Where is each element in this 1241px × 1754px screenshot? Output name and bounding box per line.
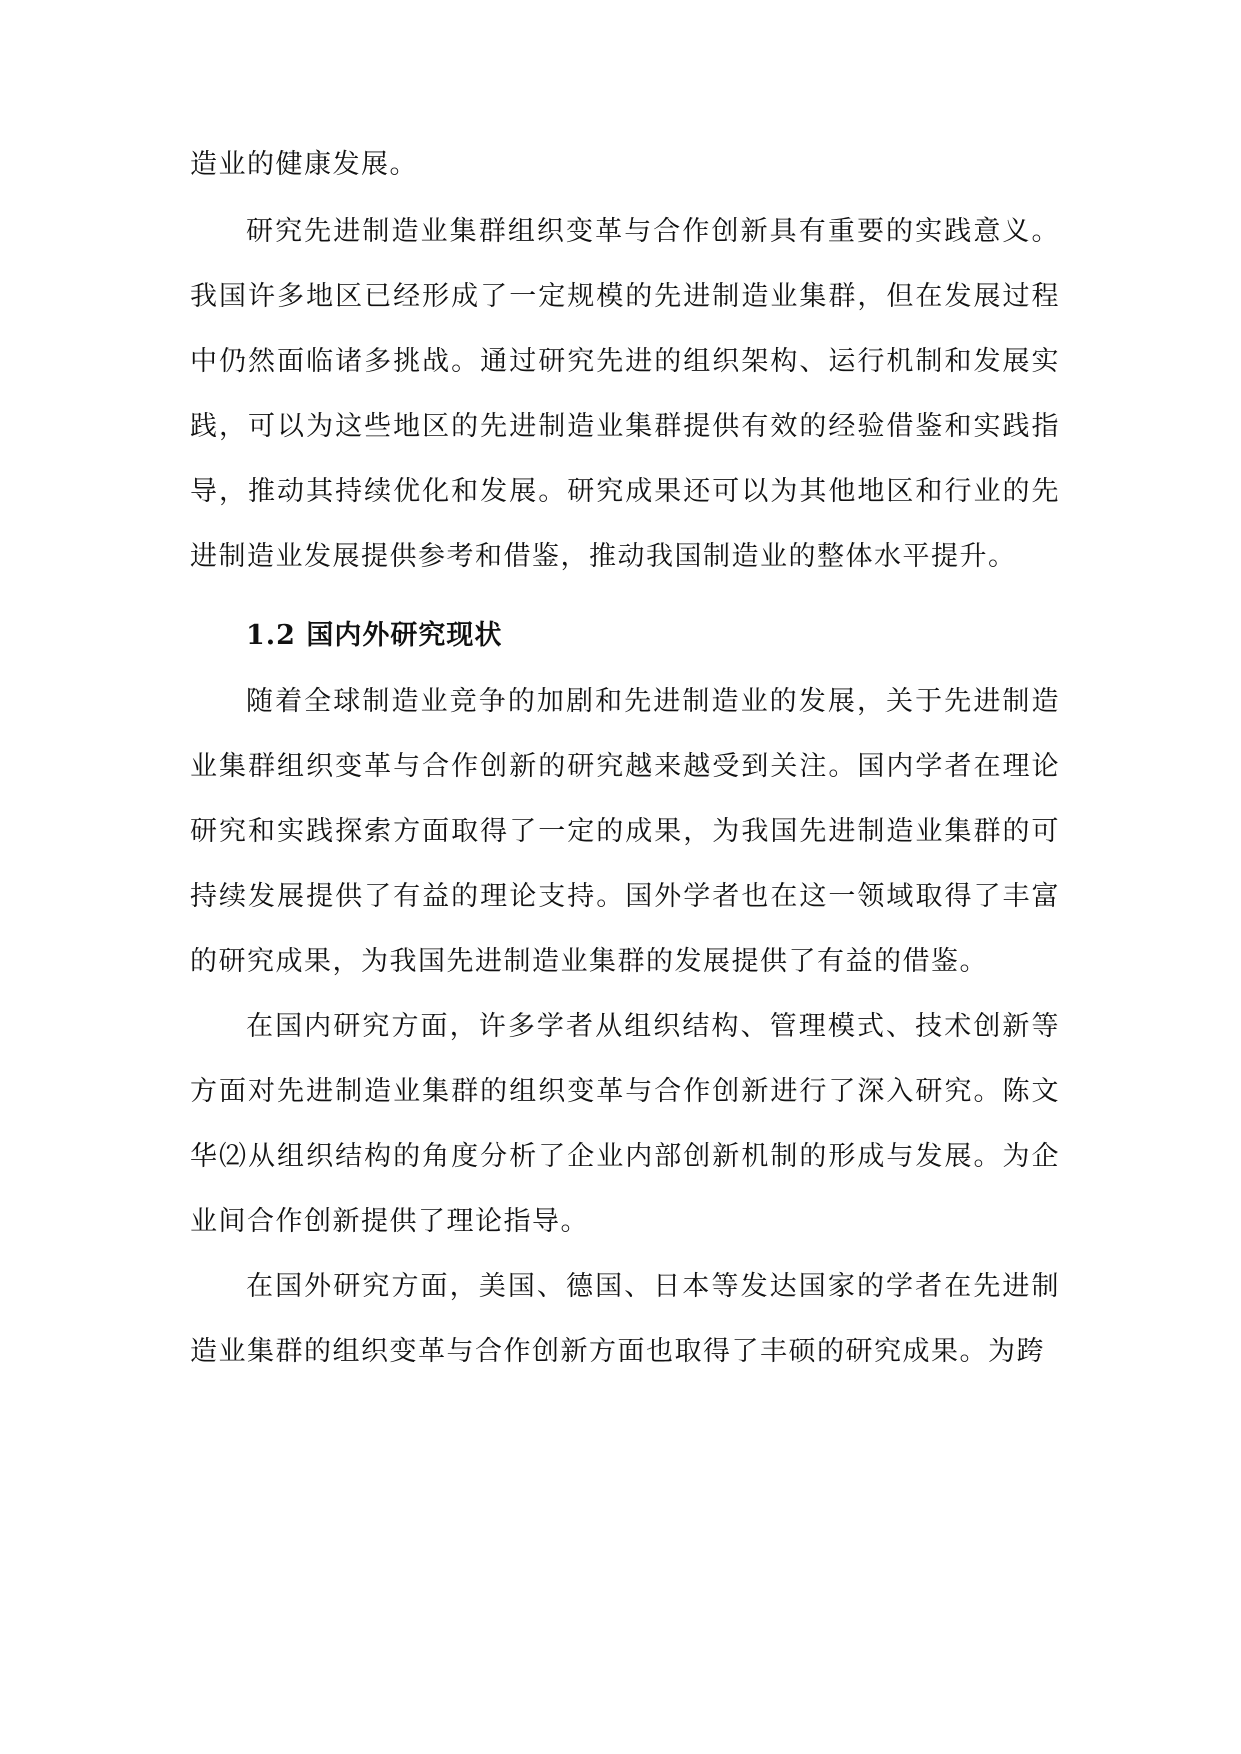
foreign-research-paragraph: 在国外研究方面，美国、德国、日本等发达国家的学者在先进制造业集群的组织变革与合作创新方面也取得了丰硕的研究成果。为跨 [190,1271,1060,1367]
domestic-research-paragraph: 在国内研究方面，许多学者从组织结构、管理模式、技术创新等方面对先进制造业集群的组织变革与合作创新进行了深入研究。陈文华⑵从组织结构的角度分析了企业内部创新机制的形成与发展。为企业间合作创新提供了理论指导。 [190,1011,1060,1237]
continuation-paragraph: 造业的健康发展。 [190,149,418,180]
research-overview-paragraph: 随着全球制造业竞争的加剧和先进制造业的发展，关于先进制造业集群组织变革与合作创新的研究越来越受到关注。国内学者在理论研究和实践探索方面取得了一定的成果，为我国先进制造业集群的可持续发展提供了有益的理论支持。国外学者也在这一领域取得了丰富的研究成果，为我国先进制造业集群的发展提供了有益的借鉴。 [190,686,1060,977]
practical-significance-paragraph: 研究先进制造业集群组织变革与合作创新具有重要的实践意义。我国许多地区已经形成了一定规模的先进制造业集群，但在发展过程中仍然面临诸多挑战。通过研究先进的组织架构、运行机制和发展实践，可以为这些地区的先进制造业集群提供有效的经验借鉴和实践指导，推动其持续优化和发展。研究成果还可以为其他地区和行业的先进制造业发展提供参考和借鉴，推动我国制造业的整体水平提升。 [190,216,1060,572]
document-page [190,132,1060,1384]
section-heading: 1.2 国内外研究现状 [246,620,503,651]
